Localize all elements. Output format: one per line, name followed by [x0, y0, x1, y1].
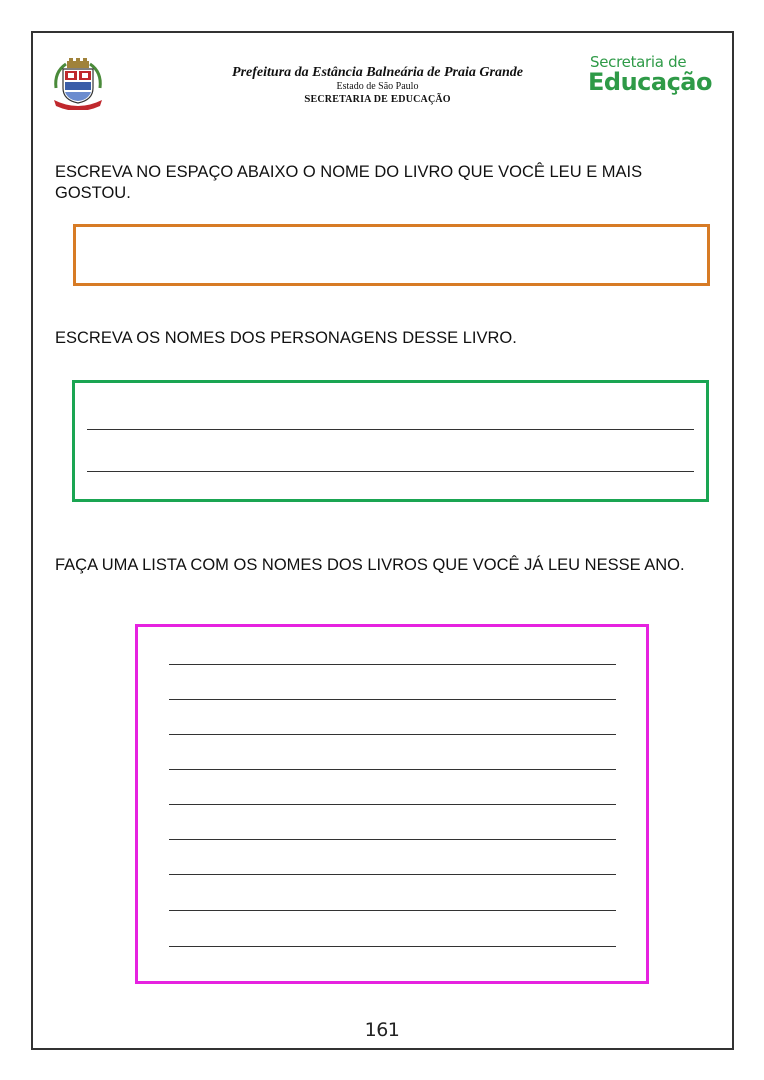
writing-line	[169, 804, 616, 805]
prefeitura-title: Prefeitura da Estância Balneária de Praia Grande	[232, 65, 523, 80]
writing-line	[169, 699, 616, 700]
logo-top-text: Secretaria de	[590, 53, 687, 71]
question-1: ESCREVA NO ESPAÇO ABAIXO O NOME DO LIVRO QUE VOCÊ LEU E MAIS GOSTOU.	[55, 163, 643, 202]
secretaria-educacao-logo	[588, 53, 712, 98]
question-2: ESCREVA OS NOMES DOS PERSONAGENS DESSE LIVRO.	[55, 329, 517, 347]
dept-initial-2: E	[390, 93, 399, 105]
writing-line	[169, 946, 616, 947]
writing-line	[169, 734, 616, 735]
answer-box-book-list[interactable]	[135, 624, 649, 984]
writing-line	[87, 471, 694, 472]
header-center	[190, 64, 565, 106]
answer-box-book-name[interactable]	[73, 224, 710, 286]
logo-bottom-text: Educação	[588, 68, 712, 96]
writing-line	[169, 910, 616, 911]
writing-line	[169, 664, 616, 665]
writing-line	[87, 429, 694, 430]
writing-line	[169, 874, 616, 875]
dept-initial-1: S	[304, 93, 311, 105]
writing-line	[169, 839, 616, 840]
answer-box-characters[interactable]	[72, 380, 709, 502]
writing-line	[169, 769, 616, 770]
department-label	[190, 93, 565, 106]
dept-rest-1: ECRETARIA DE	[310, 94, 391, 105]
page-number: 161	[364, 1019, 400, 1041]
question-3: FAÇA UMA LISTA COM OS NOMES DOS LIVROS QUE VOCÊ JÁ LEU NESSE ANO.	[55, 556, 685, 574]
state-label: Estado de São Paulo	[336, 81, 419, 92]
dept-rest-2: DUCAÇÃO	[398, 94, 451, 105]
municipal-crest-icon	[50, 58, 106, 110]
